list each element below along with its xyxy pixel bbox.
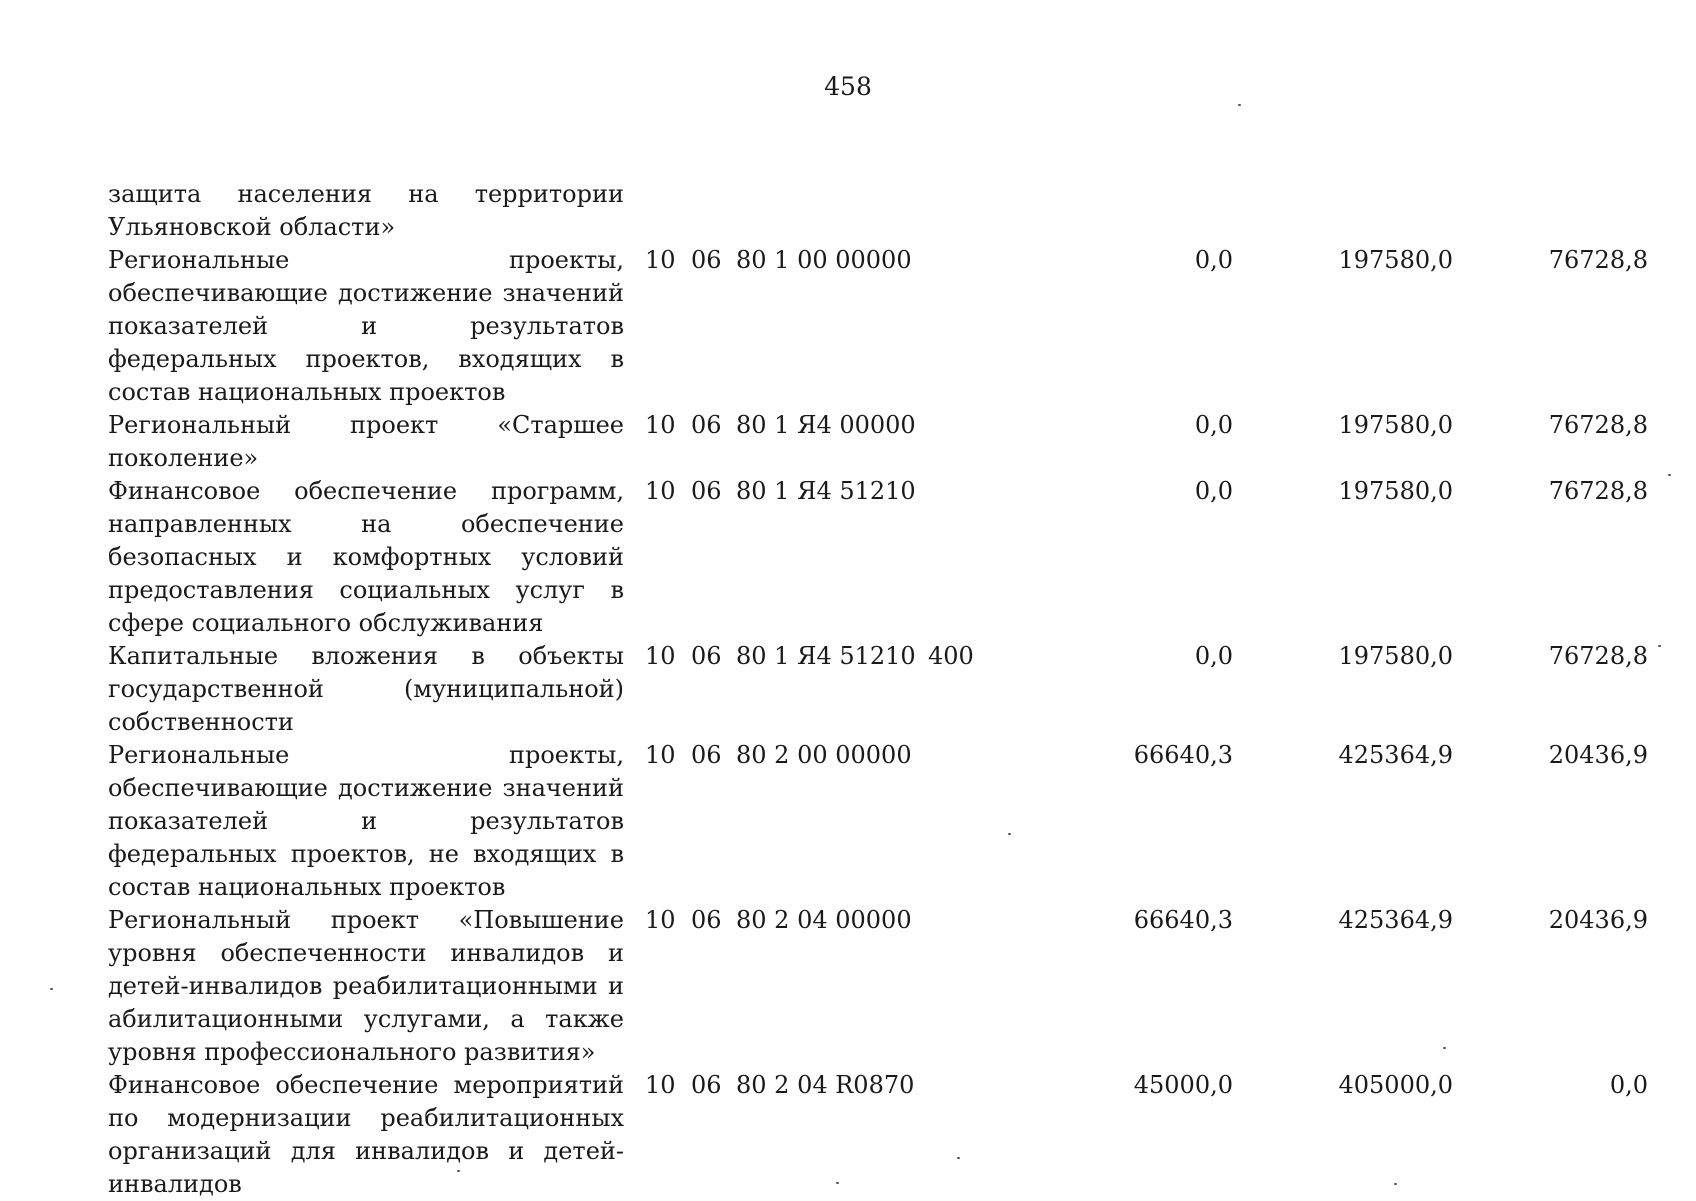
section-code: 10 [645, 642, 676, 670]
amount-year-3: 76728,8 [1548, 246, 1648, 274]
amount-year-3: 20436,9 [1548, 741, 1648, 769]
section-code: 10 [645, 741, 676, 769]
expense-type-code: 400 [928, 642, 974, 670]
scan-speck [50, 988, 53, 990]
table-row [108, 904, 1648, 1069]
row-description: Региональный проект «Старшее поколение» [108, 411, 624, 472]
amount-year-3: 76728,8 [1548, 411, 1648, 439]
subsection-code: 06 [691, 741, 722, 769]
target-article-code: 80 2 04 R0870 [736, 1071, 915, 1099]
section-code: 10 [645, 1071, 676, 1099]
section-code: 10 [645, 906, 676, 934]
amount-year-2: 197580,0 [1338, 642, 1453, 670]
target-article-code: 80 1 Я4 51210 [736, 477, 916, 505]
amount-year-2: 197580,0 [1338, 246, 1453, 274]
amount-year-2: 405000,0 [1338, 1071, 1453, 1099]
row-description: Финансовое обеспечение мероприятий по модернизации реабилитационных организаций для инвалидов и детей-инвалидов [108, 1071, 624, 1198]
table-row [108, 475, 1648, 640]
amount-year-3: 76728,8 [1548, 642, 1648, 670]
table-row [108, 244, 1648, 409]
row-description: Финансовое обеспечение программ, направленных на обеспечение безопасных и комфортных условий предоставления социальных услуг в сфере социального обслуживания [108, 477, 624, 637]
amount-year-3: 76728,8 [1548, 477, 1648, 505]
scan-speck [1668, 474, 1671, 476]
amount-year-3: 20436,9 [1548, 906, 1648, 934]
target-article-code: 80 1 Я4 51210 [736, 642, 916, 670]
scan-speck [1443, 1047, 1446, 1049]
row-description: Региональные проекты, обеспечивающие достижение значений показателей и результатов федеральных проектов, входящих в состав национальных проектов [108, 246, 624, 406]
scan-speck [836, 1182, 839, 1184]
amount-year-1: 66640,3 [1133, 906, 1233, 934]
amount-year-2: 197580,0 [1338, 411, 1453, 439]
page-number: 458 [824, 72, 872, 101]
table-row [108, 640, 1648, 739]
table-row [108, 1069, 1648, 1201]
scan-speck [1238, 104, 1241, 106]
subsection-code: 06 [691, 246, 722, 274]
section-code: 10 [645, 411, 676, 439]
amount-year-1: 0,0 [1194, 477, 1233, 505]
table-row [108, 739, 1648, 904]
amount-year-1: 66640,3 [1133, 741, 1233, 769]
amount-year-1: 0,0 [1194, 642, 1233, 670]
target-article-code: 80 1 Я4 00000 [736, 411, 916, 439]
section-code: 10 [645, 246, 676, 274]
table-row [108, 178, 1608, 244]
amount-year-1: 45000,0 [1133, 1071, 1233, 1099]
scan-speck [957, 1157, 960, 1159]
subsection-code: 06 [691, 906, 722, 934]
row-description: Региональные проекты, обеспечивающие достижение значений показателей и результатов федеральных проектов, не входящих в состав национальных проектов [108, 741, 624, 901]
target-article-code: 80 1 00 00000 [736, 246, 912, 274]
budget-table [108, 178, 1648, 1201]
target-article-code: 80 2 00 00000 [736, 741, 912, 769]
amount-year-3: 0,0 [1609, 1071, 1648, 1099]
amount-year-1: 0,0 [1194, 411, 1233, 439]
scan-speck [1658, 645, 1661, 647]
subsection-code: 06 [691, 411, 722, 439]
subsection-code: 06 [691, 477, 722, 505]
scan-speck [1008, 833, 1011, 835]
row-description: Капитальные вложения в объекты государственной (муниципальной) собственности [108, 642, 624, 736]
amount-year-1: 0,0 [1194, 246, 1233, 274]
amount-year-2: 197580,0 [1338, 477, 1453, 505]
subsection-code: 06 [691, 1071, 722, 1099]
section-code: 10 [645, 477, 676, 505]
subsection-code: 06 [691, 642, 722, 670]
row-description: Региональный проект «Повышение уровня обеспеченности инвалидов и детей-инвалидов реабилитационными и абилитационными услугами, а также уровня профессионального развития» [108, 906, 624, 1066]
amount-year-2: 425364,9 [1338, 906, 1453, 934]
row-description: защита населения на территории Ульяновской области» [108, 180, 624, 241]
amount-year-2: 425364,9 [1338, 741, 1453, 769]
table-row [108, 409, 1648, 475]
scan-speck [1394, 1183, 1397, 1185]
scan-speck [457, 1170, 460, 1172]
target-article-code: 80 2 04 00000 [736, 906, 912, 934]
